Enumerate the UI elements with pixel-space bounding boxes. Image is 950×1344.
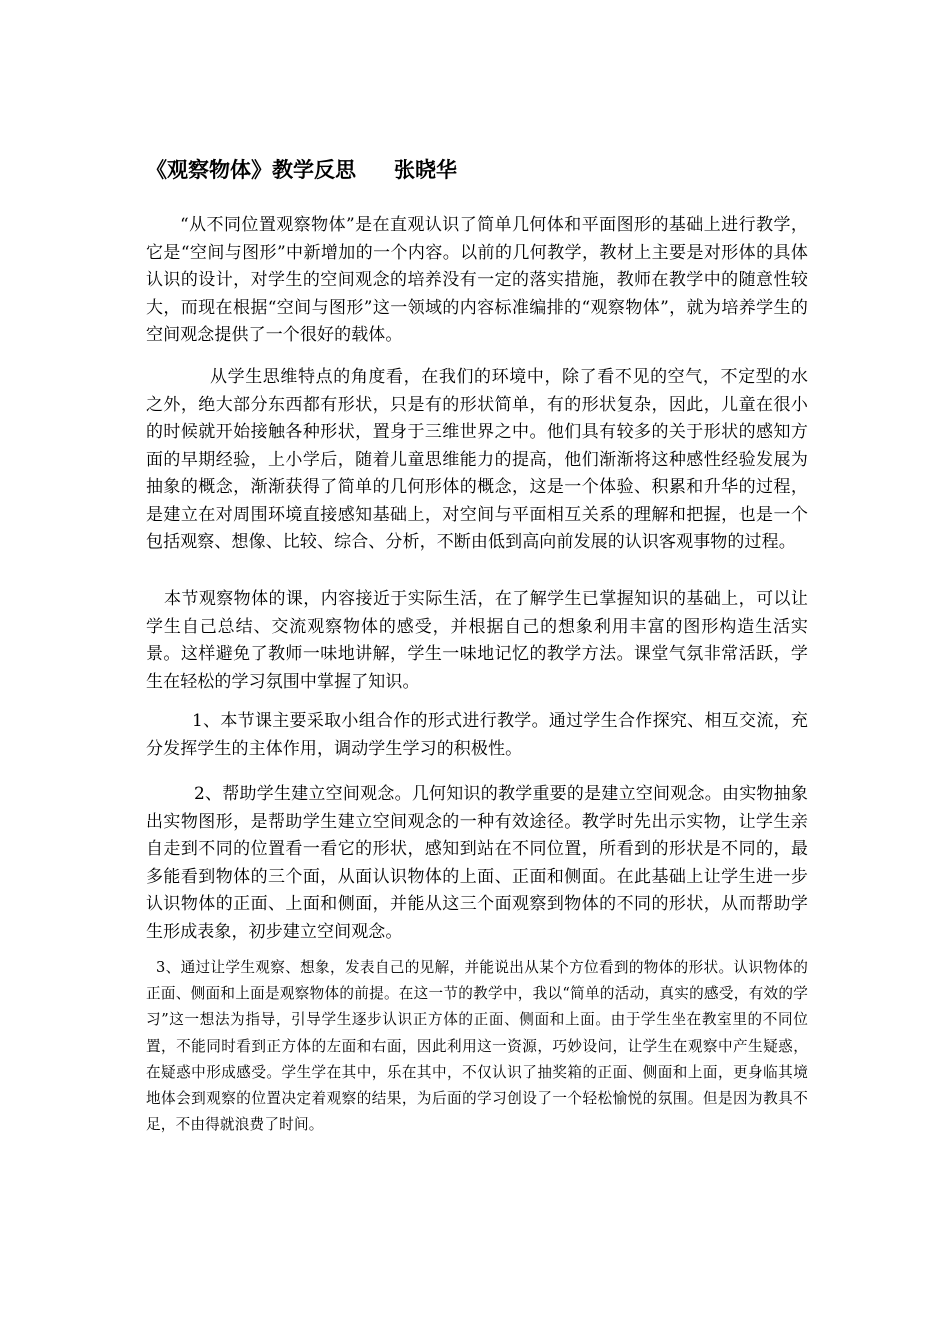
paragraph-point-1: 1、本节课主要采取小组合作的形式进行教学。通过学生合作探究、相互交流，充分发挥学生的主体作用，调动学生学习的积极性。 [146, 711, 808, 759]
paragraph-point-2: 2、帮助学生建立空间观念。几何知识的教学重要的是建立空间观念。由实物抽象出实物图形，是帮助学生建立空间观念的一种有效途径。教学时先出示实物，让学生亲自走到不同的位置看一看它的形状，感知到站在不同位置，所看到的形状是不同的，最多能看到物体的三个面，从面认识物体的上面、正面和侧面。在此基础上让学生进一步认识物体的正面、上面和侧面，并能从这三个面观察到物体的不同的形状，从而帮助学生形成表象，初步建立空间观念。 [146, 784, 808, 942]
paragraph-point-3: 3、通过让学生观察、想象，发表自己的见解，并能说出从某个方位看到的物体的形状。认识物体的正面、侧面和上面是观察物体的前提。在这一节的教学中，我以“简单的活动，真实的感受，有效的学习”这一想法为指导，引导学生逐步认识正方体的正面、侧面和上面。由于学生坐在教室里的不同位置，不能同时看到正方体的左面和右面，因此利用这一资源，巧妙设问，让学生在观察中产生疑惑，在疑惑中形成感受。学生学在其中，乐在其中，不仅认识了抽奖箱的正面、侧面和上面，更身临其境地体会到观察的位置决定着观察的结果，为后面的学习创设了一个轻松愉悦的氛围。但是因为教具不足，不由得就浪费了时间。 [146, 959, 808, 1134]
author-name: 张晓华 [394, 158, 457, 182]
paragraph-lesson: 本节观察物体的课，内容接近于实际生活，在了解学生已掌握知识的基础上，可以让学生自己总结、交流观察物体的感受，并根据自己的想象利用丰富的图形构造生活实景。这样避免了教师一味地讲解，学生一味地记忆的教学方法。课堂气氛非常活跃，学生在轻松的学习氛围中掌握了知识。 [146, 589, 808, 692]
paragraph-intro: “从不同位置观察物体”是在直观认识了简单几何体和平面图形的基础上进行教学，它是“空间与图形”中新增加的一个内容。以前的几何教学，教材上主要是对形体的具体认识的设计，对学生的空间观念的培养没有一定的落实措施，教师在教学中的随意性较大，而现在根据“空间与图形”这一领域的内容标准编排的“观察物体”，就为培养学生的空间观念提供了一个很好的载体。 [146, 215, 808, 345]
paragraph-thinking: 从学生思维特点的角度看，在我们的环境中，除了看不见的空气，不定型的水之外，绝大部分东西都有形状，只是有的形状简单，有的形状复杂，因此，儿童在很小的时候就开始接触各种形状，置身于三维世界之中。他们具有较多的关于形状的感知方面的早期经验，上小学后，随着儿童思维能力的提高，他们渐渐将这种感性经验发展为抽象的概念，渐渐获得了简单的几何形体的概念，这是一个体验、积累和升华的过程，是建立在对周围环境直接感知基础上，对空间与平面相互关系的理解和把握，也是一个包括观察、想像、比较、综合、分析，不断由低到高向前发展的认识客观事物的过程。 [146, 367, 808, 552]
document-title [146, 150, 826, 190]
title-text: 《观察物体》教学反思 [146, 158, 356, 182]
